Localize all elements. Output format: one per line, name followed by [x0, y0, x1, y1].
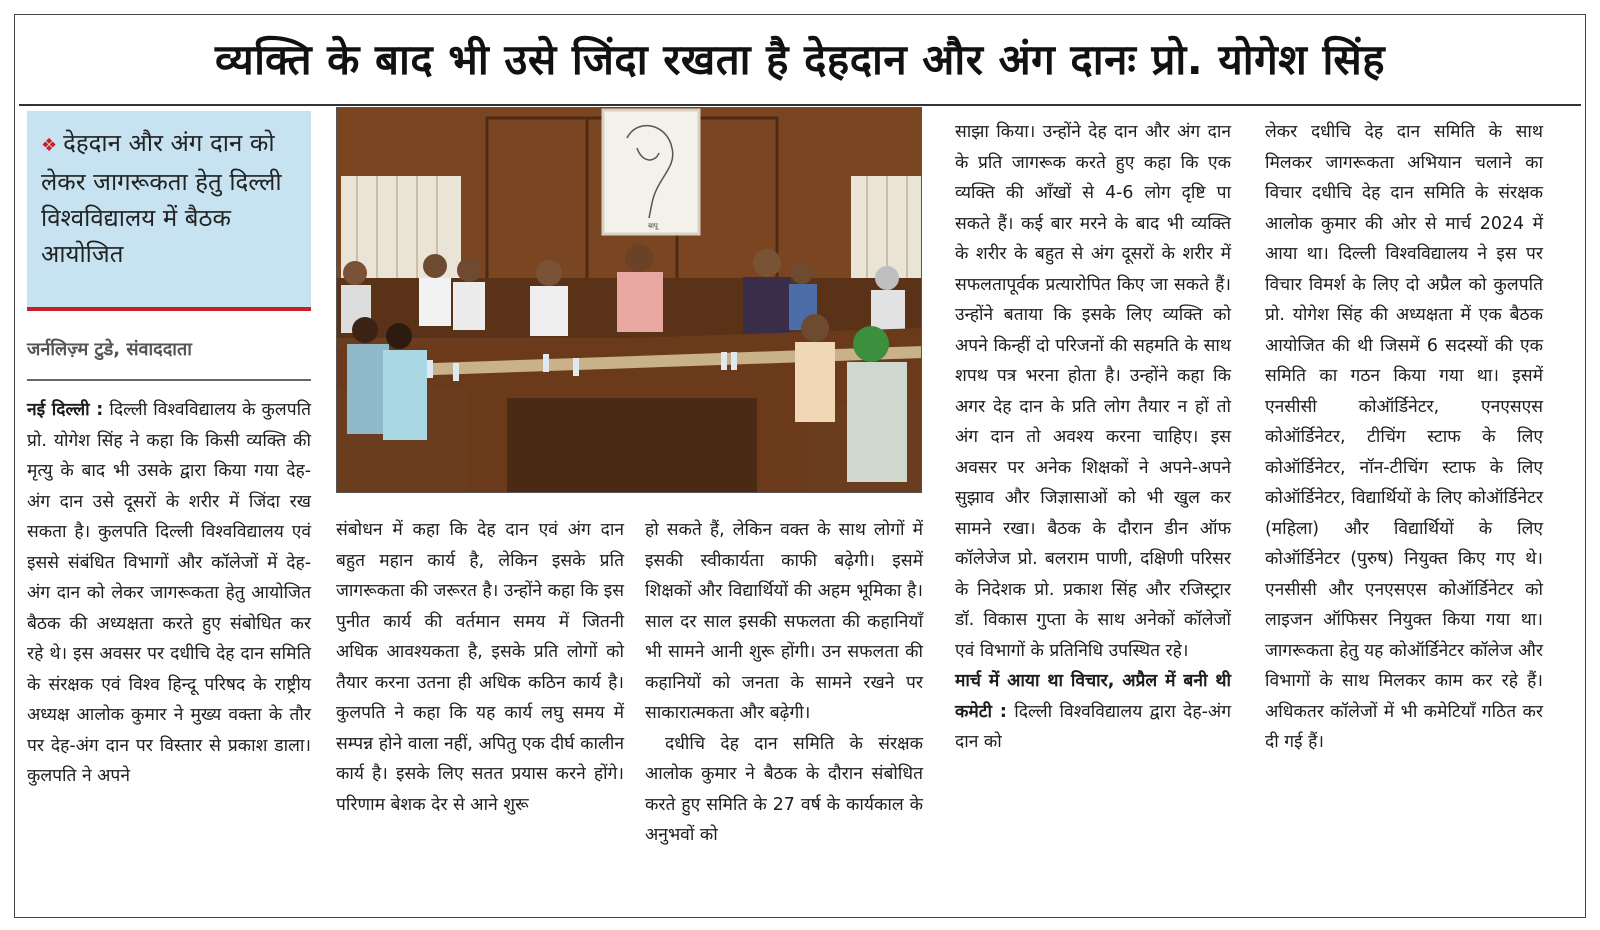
highlight-text: देहदान और अंग दान को लेकर जागरूकता हेतु दिल्ली विश्वविद्यालय में बैठक आयोजित [41, 129, 282, 268]
column-2 [336, 515, 624, 820]
column-4-para-1: साझा किया। उन्होंने देह दान और अंग दान के प्रति जागरूक करते हुए कहा कि एक व्यक्ति की आँखों से 4-6 लोग दृष्टि पा सकते हैं। कई बार मरने के बाद भी व्यक्ति के शरीर के बहुत से अंग दूसरों के शरीर में सफलतापूर्वक प्रत्यारोपित किए जा सकते हैं। उन्होंने बताया कि इसके लिए व्यक्ति को अपने किन्हीं दो परिजनों की सहमति के साथ शपथ पत्र भरना होता है। उन्होंने कहा कि अगर देह दान के प्रति लोग तैयार न हों तो अंग दान तो अवश्य करना चाहिए। इस अवसर पर अनेक शिक्षकों ने अपने-अपने सुझाव और जिज्ञासाओं को भी खुल कर सामने रखा। बैठक के दौरान डीन ऑफ कॉलेजेज प्रो. बलराम पाणी, दक्षिणी परिसर के निदेशक प्रो. प्रकाश सिंह और रजिस्ट्रार डॉ. विकास गुप्ता के साथ अनेकों कॉलेजों एवं विभागों के प्रतिनिधि उपस्थित रहे। [955, 122, 1231, 661]
subhead: मार्च में आया था विचार, अप्रैल में बनी थी कमेटी : [955, 671, 1231, 722]
column-1 [27, 395, 311, 792]
column-4 [955, 117, 1231, 758]
column-5 [1265, 117, 1543, 758]
column-4-para-2 [955, 666, 1231, 758]
column-3 [645, 515, 923, 851]
bullet-icon: ❖ [41, 135, 58, 156]
column-5-text: लेकर दधीचि देह दान समिति के साथ मिलकर जागरूकता अभियान चलाने का विचार दधीचि देह दान समिति के संरक्षक आलोक कुमार की ओर से मार्च 2024 में आया था। दिल्ली विश्वविद्यालय ने इस पर विचार विमर्श के लिए दो अप्रैल को कुलपति प्रो. योगेश सिंह की अध्यक्षता में एक बैठक आयोजित की थी जिसमें 6 सदस्यों की एक समिति का गठन किया गया था। इसमें एनसीसी कोऑर्डिनेटर, एनएसएस कोऑर्डिनेटर, टीचिंग स्टाफ के लिए कोऑर्डिनेटर, नॉन-टीचिंग स्टाफ के लिए कोऑर्डिनेटर, विद्यार्थियों के लिए कोऑर्डिनेटर (महिला) और विद्यार्थियों के लिए कोऑर्डिनेटर (पुरुष) नियुक्त किए गए थे। एनसीसी और एनएसएस कोऑर्डिनेटर को लाइजन ऑफिसर नियुक्त किया गया था। जागरूकता हेतु यह कोऑर्डिनेटर कॉलेज और विभागों के साथ मिलकर काम कर रहे हैं। अधिकतर कॉलेजों में भी कमेटियाँ गठित कर दी गई हैं। [1265, 122, 1543, 752]
column-2-text: संबोधन में कहा कि देह दान एवं अंग दान बहुत महान कार्य है, लेकिन इसके प्रति जागरूकता की जरूरत है। उन्होंने कहा कि इस पुनीत कार्य की वर्तमान समय में जितनी अधिक आवश्यकता है, इसके प्रति लोगों को तैयार करना उतना ही अधिक कठिन कार्य है। कुलपति ने कहा कि यह कार्य लघु समय में सम्पन्न होने वाला नहीं, अपितु एक दीर्घ कालीन कार्य है। इसके लिए सतत प्रयास करने होंगे। परिणाम बेशक देर से आने शुरू [336, 520, 624, 815]
meeting-photo [336, 107, 922, 493]
meeting-photo-illustration [337, 108, 922, 493]
column-3-para-2: दधीचि देह दान समिति के संरक्षक आलोक कुमार ने बैठक के दौरान संबोधित करते हुए समिति के 27 वर्ष के कार्यकाल के अनुभवों को [645, 733, 923, 845]
headline-rule [19, 104, 1581, 106]
byline: जर्नलिज़्म टुडे, संवाददाता [27, 339, 192, 360]
highlight-box [27, 111, 311, 311]
column-1-body: दिल्ली विश्वविद्यालय के कुलपति प्रो. योगेश सिंह ने कहा कि किसी व्यक्ति की मृत्यु के बाद भी उसके द्वारा किया गया देह-अंग दान उसे दूसरों के शरीर में जिंदा रख सकता है। कुलपति दिल्ली विश्वविद्यालय एवं इससे संबंधित विभागों और कॉलेजों में देह-अंग दान को लेकर जागरूकता हेतु आयोजित बैठक की अध्यक्षता करते हुए संबोधित कर रहे थे। इस अवसर पर दधीचि देह दान समिति के संरक्षक एवं विश्व हिन्दू परिषद के राष्ट्रीय अध्यक्ष आलोक कुमार ने मुख्य वक्ता के तौर पर देह-अंग दान पर विस्तार से प्रकाश डाला। कुलपति ने अपने [27, 400, 312, 786]
dateline: नई दिल्ली : [27, 400, 104, 420]
newspaper-clipping [14, 14, 1586, 918]
highlight-underline [27, 307, 311, 311]
frame-caption: बापू [648, 222, 658, 230]
highlight-text-block [41, 125, 297, 272]
column-3-para-1: हो सकते हैं, लेकिन वक्त के साथ लोगों में इसकी स्वीकार्यता काफी बढ़ेगी। इसमें शिक्षकों और विद्यार्थियों की अहम भूमिका है। साल दर साल इसकी सफलता की कहानियाँ भी सामने आनी शुरू होंगी। उन सफलता की कहानियों को जनता के सामने रखने पर साकारात्मकता और बढ़ेगी। [645, 520, 923, 723]
column-4-para-2-body: दिल्ली विश्वविद्यालय द्वारा देह-अंग दान को [955, 701, 1231, 752]
byline-rule [27, 379, 311, 381]
column-1-text [27, 395, 311, 792]
headline: व्यक्ति के बाद भी उसे जिंदा रखता है देहदान और अंग दानः प्रो. योगेश सिंह [214, 34, 1386, 84]
